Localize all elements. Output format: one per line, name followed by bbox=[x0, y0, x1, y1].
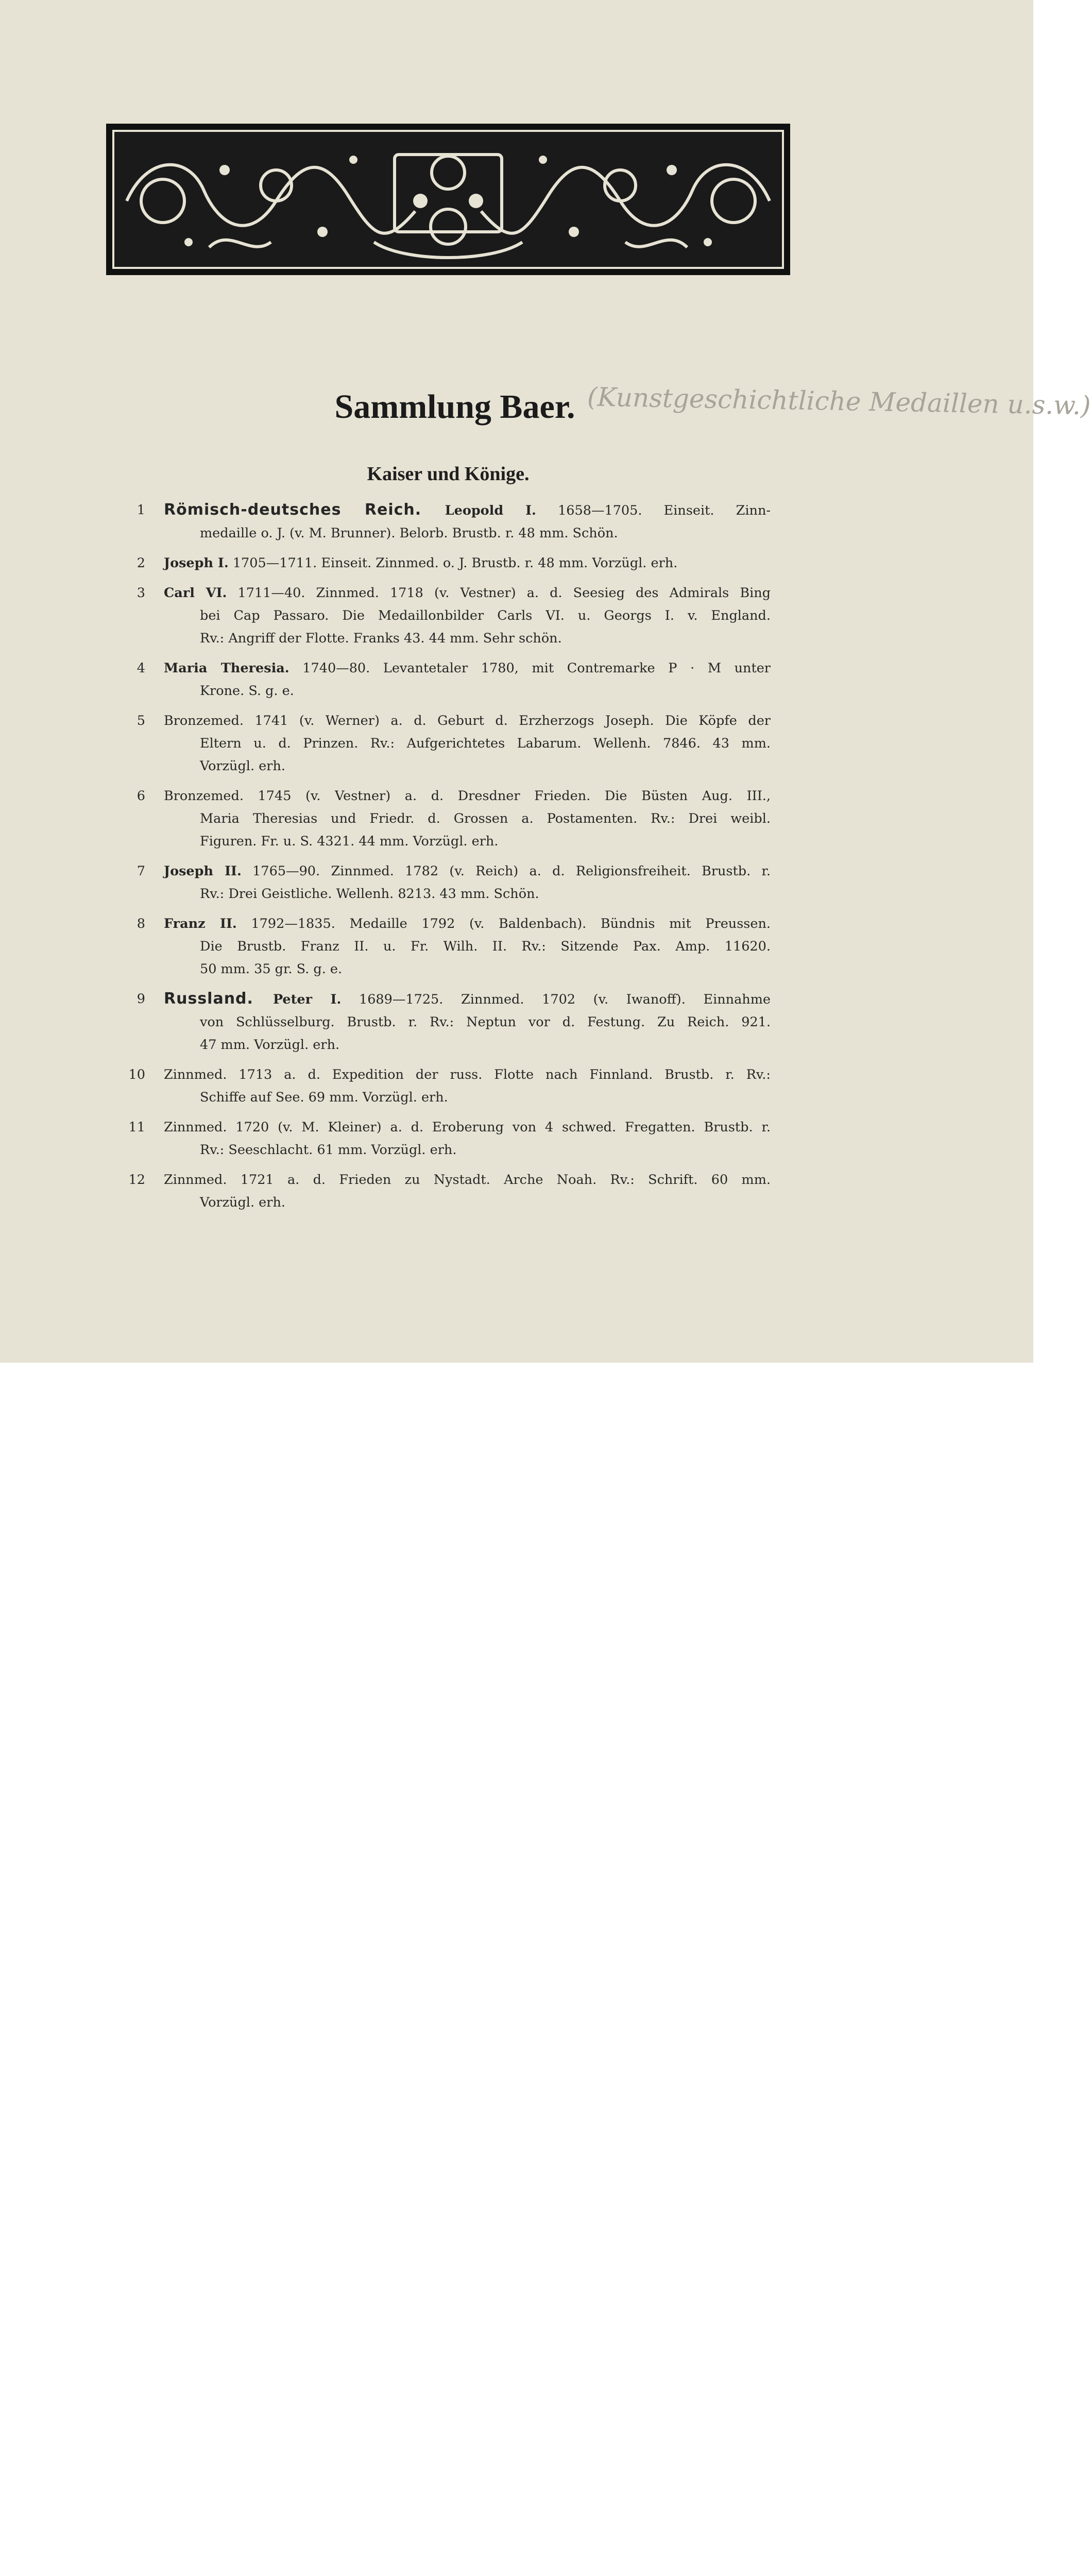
entry-text: Rv.: Seeschlacht. 61 mm. Vorzügl. erh. bbox=[200, 1142, 457, 1158]
entry-text: 1711—40. Zinnmed. 1718 (v. Vestner) a. d. Seesieg des Admirals Bing bbox=[227, 585, 771, 601]
entry-line bbox=[164, 912, 771, 935]
entry-line bbox=[200, 1139, 771, 1161]
catalogue-entry bbox=[124, 657, 771, 702]
entry-number: 1 bbox=[137, 502, 145, 518]
page-title: Sammlung Baer. bbox=[334, 388, 575, 426]
entry-line bbox=[164, 552, 771, 574]
entry-text: von Schlüsselburg. Brustb. r. Rv.: Neptun vor d. Festung. Zu Reich. 921. bbox=[200, 1014, 771, 1030]
entry-line bbox=[200, 627, 771, 650]
catalogue-entry bbox=[124, 552, 771, 574]
entry-text: Eltern u. d. Prinzen. Rv.: Aufgerichtetes Labarum. Wellenh. 7846. 43 mm. bbox=[200, 736, 771, 751]
entry-number: 2 bbox=[137, 555, 145, 571]
entry-number: 3 bbox=[137, 585, 145, 601]
entry-text: Figuren. Fr. u. S. 4321. 44 mm. Vorzügl. erh. bbox=[200, 834, 499, 849]
catalogue-entry bbox=[124, 1116, 771, 1161]
entry-number: 11 bbox=[128, 1120, 145, 1135]
entry-line bbox=[164, 785, 771, 807]
entry-line bbox=[200, 1011, 771, 1033]
entry-line bbox=[200, 830, 771, 853]
ruler-name: Joseph II. bbox=[164, 863, 242, 879]
entry-number: 8 bbox=[137, 916, 145, 931]
entry-number: 7 bbox=[137, 863, 145, 879]
country-heading: Römisch-deutsches Reich. bbox=[164, 501, 445, 519]
entry-number: 4 bbox=[137, 660, 145, 676]
entry-line bbox=[200, 1191, 771, 1214]
entry-line bbox=[200, 1086, 771, 1109]
entry-line bbox=[200, 935, 771, 958]
entry-text: Die Brustb. Franz II. u. Fr. Wilh. II. Rv.: Sitzende Pax. Amp. 11620. bbox=[200, 939, 771, 954]
entry-text: Zinnmed. 1721 a. d. Frieden zu Nystadt. Arche Noah. Rv.: Schrift. 60 mm. bbox=[164, 1172, 771, 1188]
entry-text: 1792—1835. Medaille 1792 (v. Baldenbach). Bündnis mit Preussen. bbox=[236, 916, 771, 931]
entry-line bbox=[200, 1033, 771, 1056]
catalogue-entry bbox=[124, 785, 771, 853]
entry-line bbox=[200, 883, 771, 905]
entry-number: 6 bbox=[137, 788, 145, 804]
entry-line bbox=[200, 604, 771, 627]
entry-text: Bronzemed. 1745 (v. Vestner) a. d. Dresdner Frieden. Die Büsten Aug. III., bbox=[164, 788, 771, 804]
decorative-header-ornament bbox=[106, 124, 790, 275]
entry-number: 9 bbox=[137, 991, 145, 1007]
entry-text: bei Cap Passaro. Die Medaillonbilder Carls VI. u. Georgs I. v. England. bbox=[200, 608, 771, 623]
catalogue-entry bbox=[124, 860, 771, 905]
entry-line bbox=[164, 1168, 771, 1191]
entry-text: Rv.: Angriff der Flotte. Franks 43. 44 mm. Sehr schön. bbox=[200, 631, 562, 646]
entry-line bbox=[200, 755, 771, 777]
entry-line bbox=[164, 1063, 771, 1086]
entry-text: Bronzemed. 1741 (v. Werner) a. d. Geburt d. Erzherzogs Joseph. Die Köpfe der bbox=[164, 713, 771, 728]
entry-line bbox=[200, 958, 771, 980]
entry-line bbox=[164, 1116, 771, 1139]
entry-line bbox=[200, 807, 771, 830]
catalogue-entry bbox=[124, 1063, 771, 1109]
ruler-name: Franz II. bbox=[164, 916, 237, 931]
section-heading: Kaiser und Könige. bbox=[367, 463, 530, 485]
ruler-name: Joseph I. bbox=[164, 555, 229, 571]
entry-text: 1658—1705. Einseit. Zinn- bbox=[536, 503, 771, 518]
ruler-name: Peter I. bbox=[272, 992, 342, 1007]
entry-text: Schiffe auf See. 69 mm. Vorzügl. erh. bbox=[200, 1090, 448, 1105]
entry-line bbox=[164, 988, 771, 1011]
catalogue-entry bbox=[124, 988, 771, 1056]
ruler-name: Maria Theresia. bbox=[164, 660, 289, 676]
entry-text: Vorzügl. erh. bbox=[200, 758, 285, 774]
catalogue-entry bbox=[124, 912, 771, 980]
entry-line bbox=[164, 860, 771, 883]
library-footer bbox=[0, 1363, 1033, 1438]
entry-text: 1765—90. Zinnmed. 1782 (v. Reich) a. d. Religionsfreiheit. Brustb. r. bbox=[241, 863, 771, 879]
entry-line bbox=[164, 582, 771, 604]
entry-text: 47 mm. Vorzügl. erh. bbox=[200, 1037, 340, 1053]
catalogue-entry bbox=[124, 1168, 771, 1214]
entry-text: Maria Theresias und Friedr. d. Grossen a. Postamenten. Rv.: Drei weibl. bbox=[200, 811, 771, 826]
entry-text: Zinnmed. 1720 (v. M. Kleiner) a. d. Eroberung von 4 schwed. Fregatten. Brustb. r. bbox=[164, 1120, 771, 1135]
catalogue-entry bbox=[124, 582, 771, 650]
catalogue-entries bbox=[124, 499, 771, 1221]
handwritten-annotation: (Kunstgeschichtliche Medaillen u.s.w.) bbox=[587, 382, 1091, 421]
entry-line bbox=[200, 522, 771, 545]
entry-text: 50 mm. 35 gr. S. g. e. bbox=[200, 961, 343, 977]
ruler-name: Carl VI. bbox=[164, 585, 227, 601]
entry-text: medaille o. J. (v. M. Brunner). Belorb. Brustb. r. 48 mm. Schön. bbox=[200, 526, 618, 541]
entry-number: 5 bbox=[137, 713, 145, 728]
entry-text: Krone. S. g. e. bbox=[200, 683, 294, 699]
entry-line bbox=[164, 709, 771, 732]
entry-text: 1740—80. Levantetaler 1780, mit Contremarke P · M unter bbox=[289, 660, 771, 676]
entry-line bbox=[200, 680, 771, 702]
entry-text: Rv.: Drei Geistliche. Wellenh. 8213. 43 mm. Schön. bbox=[200, 886, 539, 902]
entry-text: Vorzügl. erh. bbox=[200, 1195, 285, 1210]
entry-number: 10 bbox=[128, 1067, 145, 1082]
entry-text: 1689—1725. Zinnmed. 1702 (v. Iwanoff). Einnahme bbox=[341, 992, 771, 1007]
entry-text: Zinnmed. 1713 a. d. Expedition der russ. Flotte nach Finnland. Brustb. r. Rv.: bbox=[164, 1067, 771, 1082]
entry-text: 1705—1711. Einseit. Zinnmed. o. J. Brustb. r. 48 mm. Vorzügl. erh. bbox=[228, 555, 678, 571]
entry-number: 12 bbox=[128, 1172, 145, 1188]
entry-line bbox=[164, 499, 771, 522]
ruler-name: Leopold I. bbox=[445, 503, 536, 518]
catalogue-entry bbox=[124, 499, 771, 545]
entry-line bbox=[200, 732, 771, 755]
catalogue-entry bbox=[124, 709, 771, 777]
country-heading: Russland. bbox=[164, 990, 273, 1008]
entry-line bbox=[164, 657, 771, 680]
